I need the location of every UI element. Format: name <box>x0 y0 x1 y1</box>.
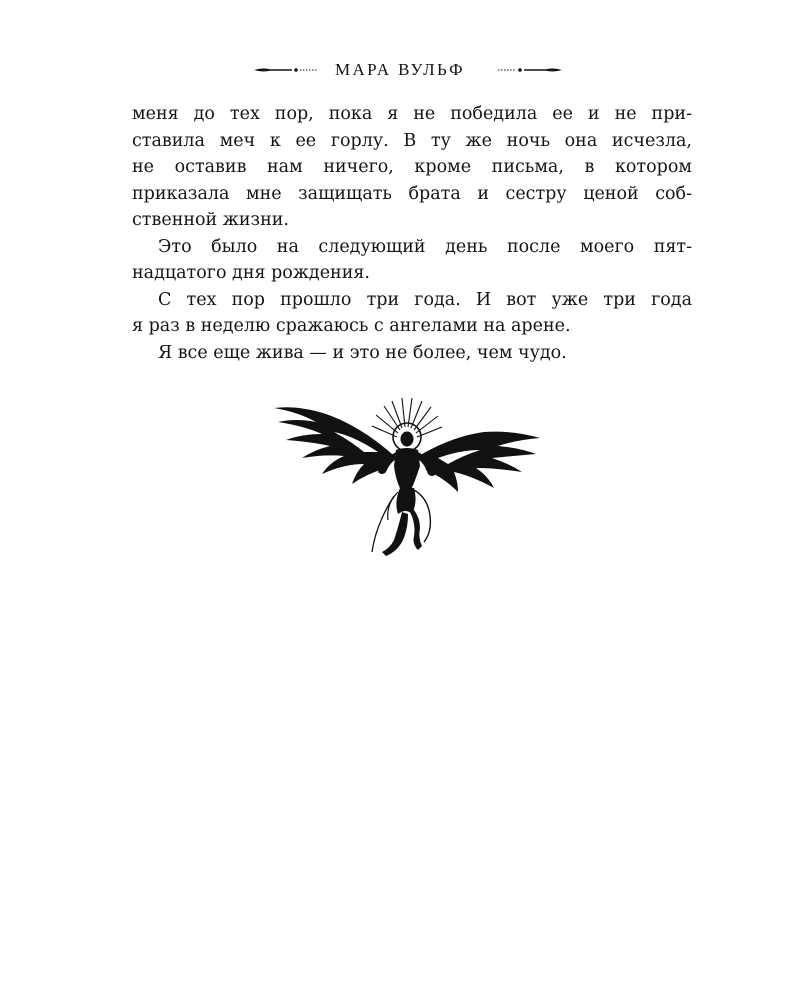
text-line: приказала мне защищать брата и сестру ценой соб- <box>132 183 692 204</box>
text-line: ставила меч к ее горлу. В ту же ночь она исчезла, <box>132 130 692 151</box>
book-author-header: МАРА ВУЛЬФ <box>334 60 465 79</box>
text-line: Я все еще жива — и это не более, чем чудо. <box>158 342 567 363</box>
text-line: Это было на следующий день после моего пят- <box>158 236 692 257</box>
text-line: меня до тех пор, пока я не победила ее и не при- <box>132 104 692 124</box>
text-line: С тех пор прошло три года. И вот уже три года <box>158 289 692 310</box>
text-line: ственной жизни. <box>132 210 289 230</box>
text-line: я раз в неделю сражаюсь с ангелами на арене. <box>132 316 571 336</box>
page-body-text <box>132 101 692 366</box>
running-header <box>0 56 800 84</box>
text-line: не оставив нам ничего, кроме письма, в котором <box>132 157 692 177</box>
text-line: надцатого дня рождения. <box>132 263 370 283</box>
header-ornament-right-icon <box>496 56 564 84</box>
winged-angel-icon <box>268 392 548 562</box>
